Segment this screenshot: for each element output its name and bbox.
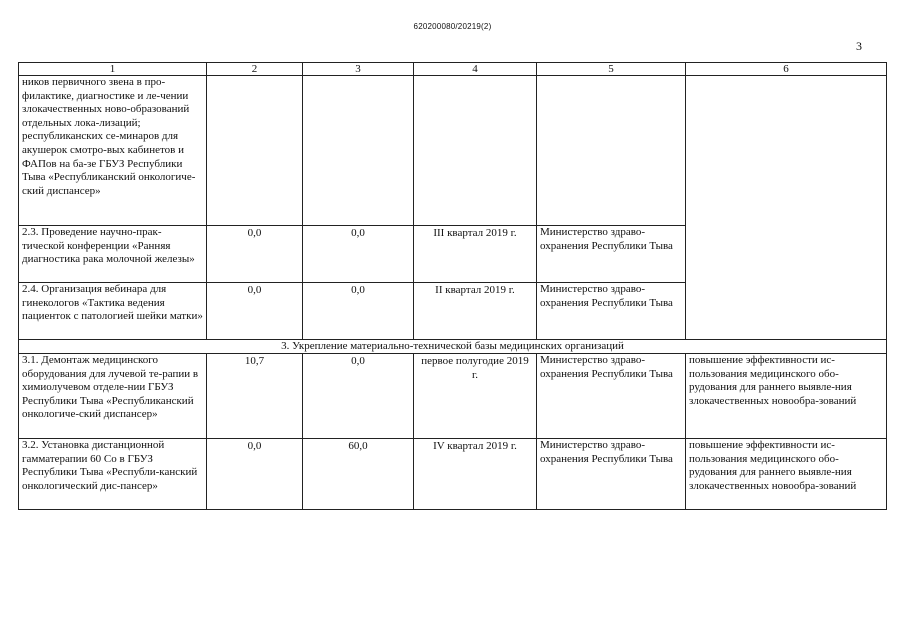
cell-empty [207,76,303,226]
activities-table [18,62,887,510]
cell-value-col2: 0,0 [207,439,303,510]
cell-activity: 2.3. Проведение научно-прак-тической конференции «Ранняя диагностика рака молочной железы» [19,226,207,283]
cell-value-col2: 0,0 [207,226,303,283]
column-number-row [19,63,887,76]
column-header-2: 2 [207,63,303,76]
column-header-1: 1 [19,63,207,76]
document-id: 620200080/20219(2) [413,22,492,31]
cell-responsible: Министерство здраво-охранения Республики Тыва [537,226,686,283]
cell-deadline: III квартал 2019 г. [414,226,537,283]
cell-value-col3: 0,0 [303,283,414,340]
cell-responsible: Министерство здраво-охранения Республики Тыва [537,439,686,510]
cell-responsible: Министерство здраво-охранения Республики Тыва [537,283,686,340]
cell-empty [303,76,414,226]
table-row-continuation [19,76,887,226]
cell-value-col2: 0,0 [207,283,303,340]
cell-activity: 2.4. Организация вебинара для гинекологов «Тактика ведения пациенток с патологией шейки матки» [19,283,207,340]
cell-activity: 3.1. Демонтаж медицинского оборудования для лучевой те-рапии в химиолучевом отделе-нии ГБУЗ Республики Тыва «Республиканский онкологиче-ский диспансер» [19,354,207,439]
section-heading-row [19,340,887,354]
cell-deadline: первое полугодие 2019 г. [414,354,537,439]
column-header-3: 3 [303,63,414,76]
table-row-2-3 [19,226,887,283]
cell-value-col3: 60,0 [303,439,414,510]
table-row-3-1 [19,354,887,439]
cell-empty [686,226,887,340]
section-heading: 3. Укрепление материально-технической базы медицинских организаций [19,340,887,354]
cell-expected-result: повышение эффективности ис-пользования медицинского обо-рудования для раннего выявле-ния злокачественных новообра-зований [686,439,887,510]
cell-activity: ников первичного звена в про-филактике, диагностике и ле-чении злокачественных ново-образований отдельных лока-лизаций; республиканских се-минаров для акушерок смотро-вых кабинетов и ФАПов на ба-зе ГБУЗ Республики Тыва «Республиканский онкологиче-ский диспансер» [19,76,207,226]
cell-deadline: II квартал 2019 г. [414,283,537,340]
cell-value-col3: 0,0 [303,354,414,439]
cell-value-col2: 10,7 [207,354,303,439]
cell-deadline: IV квартал 2019 г. [414,439,537,510]
column-header-6: 6 [686,63,887,76]
cell-value-col3: 0,0 [303,226,414,283]
cell-empty [414,76,537,226]
cell-empty [686,76,887,226]
table-row-3-2 [19,439,887,510]
cell-expected-result: повышение эффективности ис-пользования медицинского обо-рудования для раннего выявле-ния злокачественных новообра-зований [686,354,887,439]
page-number: 3 [856,39,862,53]
column-header-4: 4 [414,63,537,76]
cell-responsible: Министерство здраво-охранения Республики Тыва [537,354,686,439]
column-header-5: 5 [537,63,686,76]
cell-activity: 3.2. Установка дистанционной гамматерапии 60 Со в ГБУЗ Республики Тыва «Республи-канский онкологический дис-пансер» [19,439,207,510]
cell-empty [537,76,686,226]
